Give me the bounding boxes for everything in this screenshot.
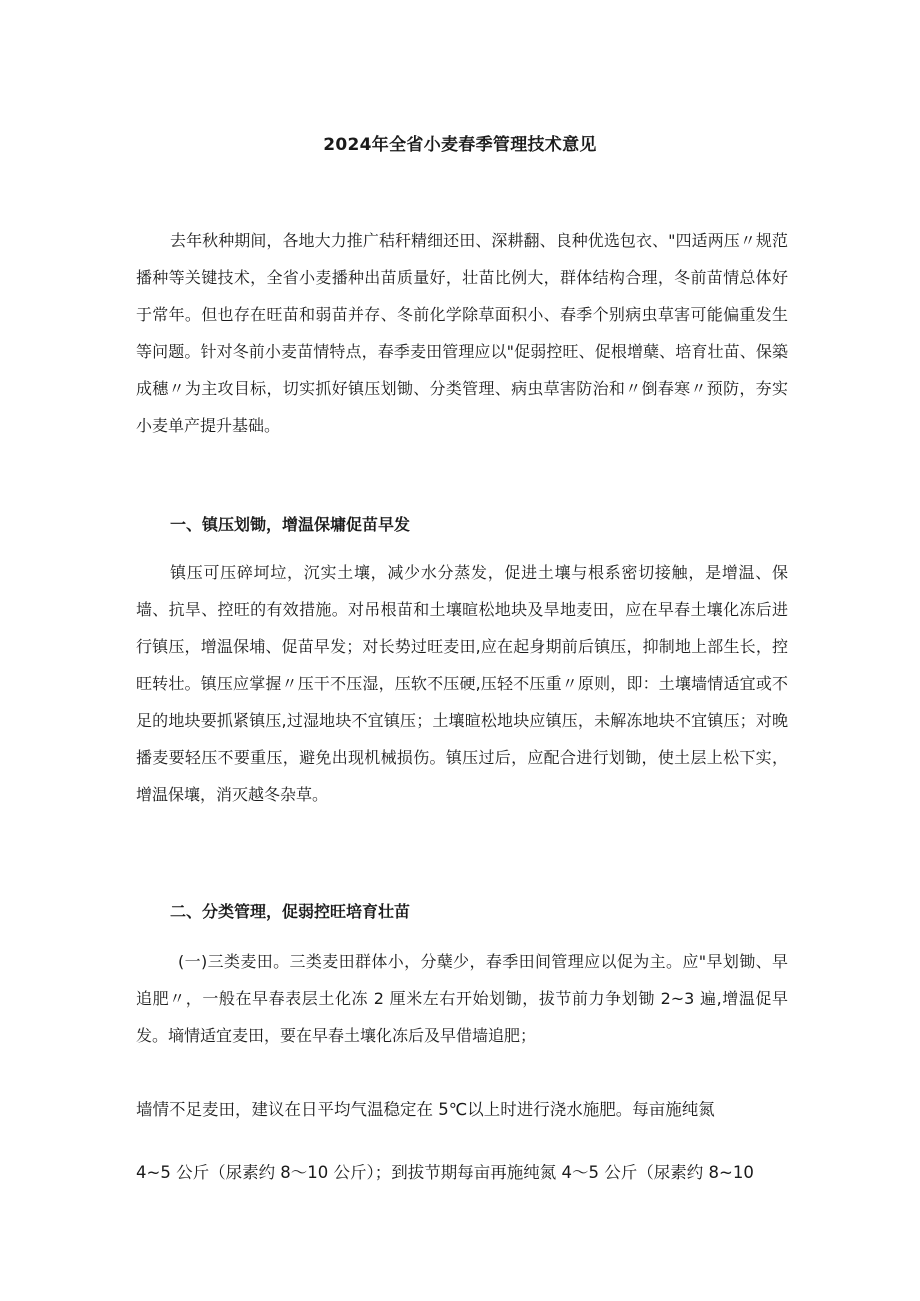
continuation-line-2: 4~5 公斤（尿素约 8～10 公斤）；到拔节期每亩再施纯氮 4～5 公斤（尿素约 8~10	[136, 1163, 754, 1182]
section-1-paragraph: 镇压可压碎坷垃，沉实土壤，减少水分蒸发，促进土壤与根系密切接触，是增温、保墙、抗旱、控旺的有效措施。对吊根苗和土壤暄松地块及旱地麦田，应在早春土壤化冻后进行镇压，增温保埔、促苗早发；对长势过旺麦田,应在起身期前后镇压，抑制地上部生长，控旺转壮。镇压应掌握〃压干不压湿，压软不压硬,压轻不压重〃原则，即：土壤墙情适宜或不足的地块要抓紧镇压,过湿地块不宜镇压；土壤暄松地块应镇压，未解冻地块不宜镇压；对晚播麦要轻压不要重压，避免出现机械损伤。镇压过后，应配合进行划锄，使土层上松下实，增温保壤，消灭越冬杂草。	[136, 563, 788, 804]
section-1-heading: 一、镇压划锄，增温保墉促苗早发	[170, 515, 411, 534]
document-title: 2024年全省小麦春季管理技术意见	[323, 135, 597, 155]
continuation-line-1: 墙情不足麦田，建议在日平均气温稳定在 5℃以上时进行浇水施肥。每亩施纯氮	[136, 1100, 715, 1119]
section-2-paragraph: (一)三类麦田。三类麦田群体小，分蘖少，春季田间管理应以促为主。应"早划锄、早追肥〃，一般在早春表层土化冻 2 厘米左右开始划锄，拔节前力争划锄 2~3 遍,增温促早发。墒情适宜麦田，要在早春土壤化冻后及早借墙追肥；	[136, 952, 788, 1045]
section-2-heading: 二、分类管理，促弱控旺培育壮苗	[170, 902, 411, 921]
intro-paragraph: 去年秋种期间，各地大力推广秸秆精细还田、深耕翻、良种优选包衣、"四适两压〃规范播种等关键技术，全省小麦播种出苗质量好，壮苗比例大，群体结构合理，冬前苗情总体好于常年。但也存在旺苗和弱苗并存、冬前化学除草面积小、春季个别病虫草害可能偏重发生等问题。针对冬前小麦苗情特点，春季麦田管理应以"促弱控旺、促根增蘖、培育壮苗、保築成穗〃为主攻目标，切实抓好镇压划锄、分类管理、病虫草害防治和〃倒春寒〃预防，夯实小麦单产提升基础。	[136, 231, 788, 435]
